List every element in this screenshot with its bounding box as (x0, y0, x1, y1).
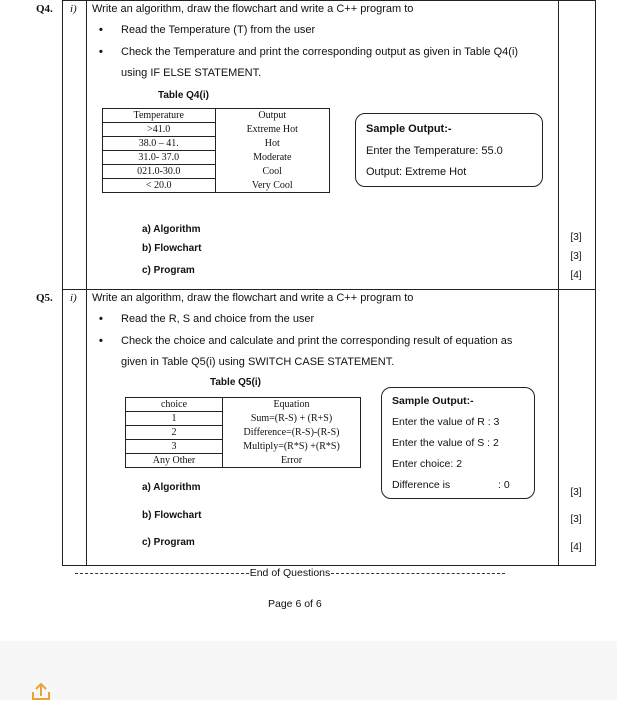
q5-table (125, 397, 361, 468)
q5-sample-line-2: Enter the value of S : 2 (392, 437, 499, 449)
q4-part-c: c) Program (142, 265, 195, 276)
q5-marks-a: [3] (570, 487, 582, 498)
q5-sample-line-1: Enter the value of R : 3 (392, 416, 500, 428)
table-cell: 31.0- 37.0 (103, 151, 216, 165)
table-row (126, 398, 361, 412)
q4-bullet-2: • Check the Temperature and print the corresponding output as given in Table Q4(i) (121, 46, 518, 59)
table-row (103, 179, 330, 193)
page-number: Page 6 of 6 (268, 598, 322, 610)
q5-sample-line-3: Enter choice: 2 (392, 458, 463, 470)
q5-sample-title: Sample Output:- (392, 395, 474, 407)
table-row (103, 137, 330, 151)
grid-col-marks (558, 0, 559, 566)
q5-part-b: b) Flowchart (142, 510, 202, 521)
grid-divider-q4-q5 (62, 289, 595, 290)
table-cell: Difference=(R-S)-(R-S) (243, 427, 340, 438)
end-of-questions-line (75, 567, 505, 579)
q4-part-b: b) Flowchart (142, 243, 202, 254)
table-cell: >41.0 (103, 123, 216, 137)
q4-marks-a: [3] (570, 232, 582, 243)
q5-marks-b: [3] (570, 514, 582, 525)
q4-using (121, 67, 261, 80)
table-cell: Any Other (126, 454, 223, 468)
end-of-questions: End of Questions (249, 566, 331, 579)
q5-table-caption: Table Q5(i) (210, 377, 261, 388)
q5-difference-value: : 0 (498, 479, 510, 491)
table-row (126, 412, 361, 426)
table-cell: 38.0 – 41. (103, 137, 216, 151)
table-cell: Extreme Hot (246, 124, 298, 135)
q5-given: given in Table Q5(i) using SWITCH CASE STATEMENT. (121, 356, 395, 368)
q4-using-text: using IF ELSE STATEMENT. (121, 67, 262, 79)
q4-table (102, 108, 330, 193)
q5-part-a: a) Algorithm (142, 482, 201, 493)
q4-marks-b: [3] (570, 251, 582, 262)
table-cell: Error (280, 454, 303, 466)
dash-left (75, 573, 249, 574)
table-cell: Multiply=(R*S) +(R*S) (243, 441, 340, 452)
q5-title: Write an algorithm, draw the flowchart and write a C++ program to (92, 292, 414, 304)
table-cell: 021.0-30.0 (103, 165, 216, 179)
bottom-bar (0, 641, 617, 700)
table-cell: Very Cool (251, 179, 293, 191)
table-cell: 2 (126, 426, 223, 440)
q5-header-equation: Equation (273, 399, 310, 411)
q5-number: Q5. (36, 292, 53, 304)
table-row (103, 123, 330, 137)
q4-sample-output-box (355, 113, 543, 187)
table-row (126, 426, 361, 440)
q4-sub-label: i) (70, 3, 77, 15)
q4-header-output: Output (258, 110, 287, 122)
q4-sample-line-1: Enter the Temperature: 55.0 (366, 145, 503, 157)
q5-header-choice: choice (126, 398, 223, 412)
q4-sample-title: Sample Output:- (366, 123, 452, 135)
q5-sample-output-box (381, 387, 535, 499)
table-cell: < 20.0 (103, 179, 216, 193)
q4-table-caption: Table Q4(i) (158, 90, 209, 101)
share-icon[interactable] (30, 682, 52, 700)
q4-title: Write an algorithm, draw the flowchart and write a C++ program to (92, 3, 414, 15)
table-cell: Sum=(R-S) + (R+S) (250, 413, 333, 424)
table-row (103, 151, 330, 165)
table-cell: Moderate (253, 152, 292, 163)
grid-top (62, 0, 595, 1)
table-cell: 1 (126, 412, 223, 426)
q5-bullet-1: • Read the R, S and choice from the user (121, 313, 314, 326)
q4-marks-c: [4] (570, 270, 582, 281)
table-row (103, 165, 330, 179)
q5-sub-label: i) (70, 292, 77, 304)
dash-right (331, 573, 505, 574)
table-cell: Cool (262, 166, 282, 177)
q5-difference-label: Difference is (392, 479, 451, 491)
table-cell: Hot (264, 138, 280, 149)
q5-part-c: c) Program (142, 537, 195, 548)
grid-left (62, 0, 63, 566)
grid-col-sub (86, 0, 87, 566)
q4-part-a: a) Algorithm (142, 224, 201, 235)
q5-bullet-2: • Check the choice and calculate and print the corresponding result of equation as (121, 335, 512, 348)
q4-bullet-1: • Read the Temperature (T) from the user (121, 24, 315, 37)
q5-marks-c: [4] (570, 542, 582, 553)
grid-right (595, 0, 596, 566)
table-row (103, 109, 330, 123)
table-cell: 3 (126, 440, 223, 454)
q4-header-temperature: Temperature (103, 109, 216, 123)
q4-sample-line-2: Output: Extreme Hot (366, 166, 467, 178)
q4-number: Q4. (36, 3, 53, 15)
table-row (126, 454, 361, 468)
table-row (126, 440, 361, 454)
